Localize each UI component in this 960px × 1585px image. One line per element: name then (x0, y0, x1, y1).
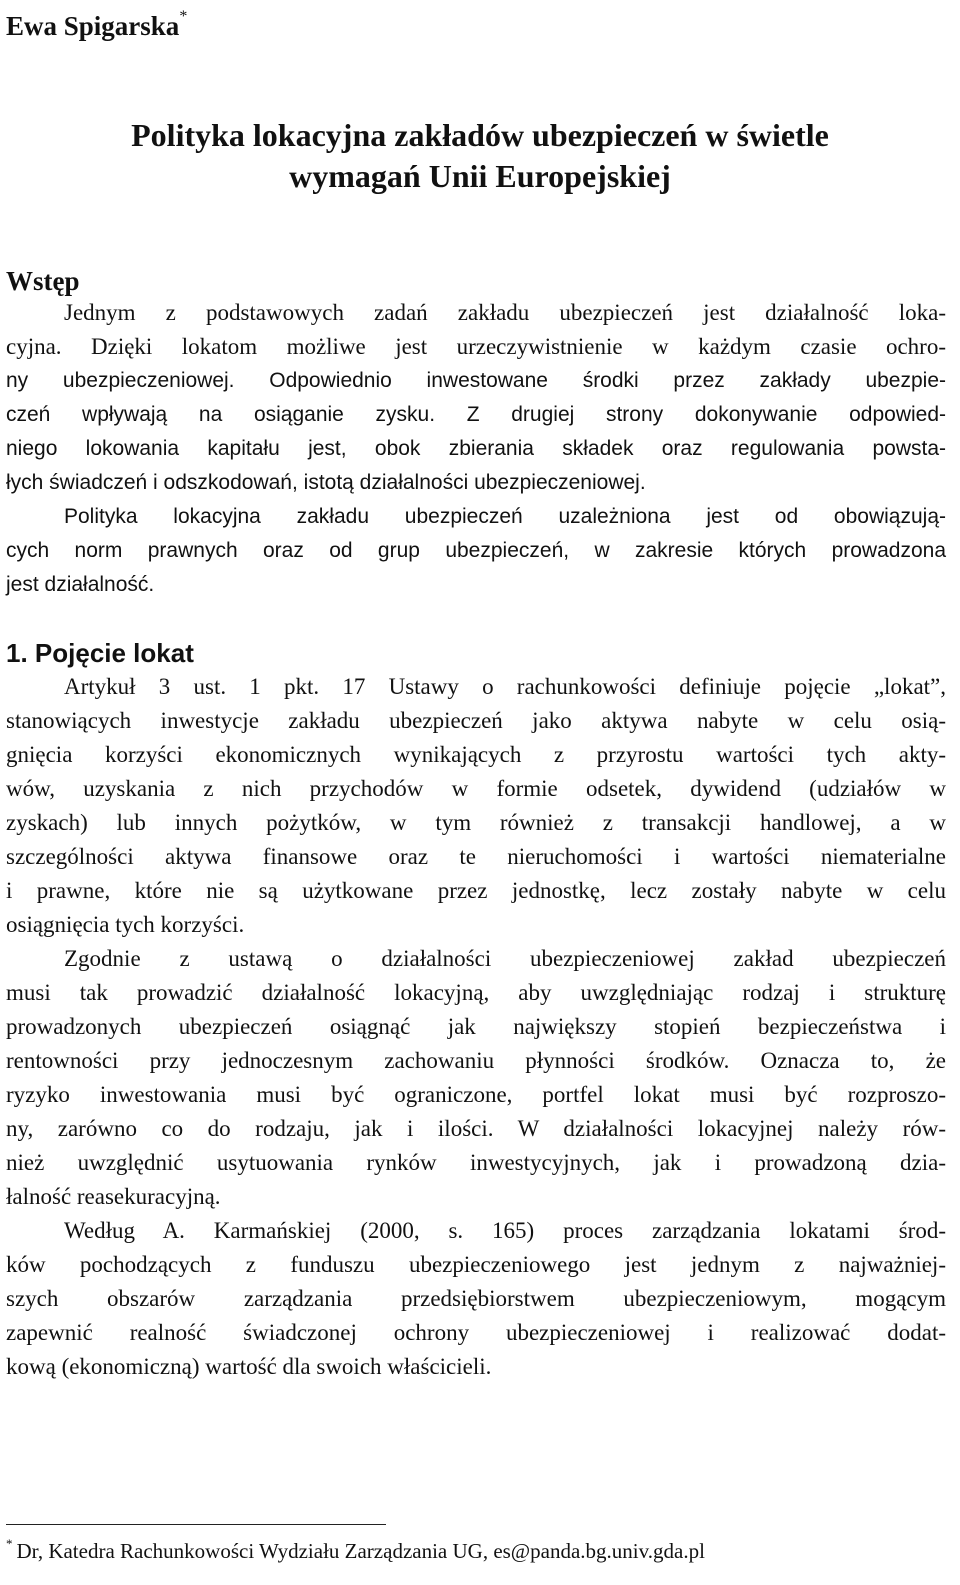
text-line: łych świadczeń i odszkodowań, istotą działalności ubezpieczeniowej. (6, 471, 646, 494)
text-line: Zgodnie z ustawą o działalności ubezpieczeniowej zakład ubezpieczeń (64, 946, 946, 971)
text-line: wów, uzyskania z nich przychodów w formie odsetek, dywidend (udziałów w (6, 776, 946, 801)
text-line: niego lokowania kapitału jest, obok zbierania składek oraz regulowania powsta- (6, 437, 946, 460)
text-line: ny ubezpieczeniowej. Odpowiednio inwestowane środki przez zakłady ubezpie- (6, 369, 946, 392)
text-line: kową (ekonomiczną) wartość dla swoich właścicieli. (6, 1354, 492, 1379)
text-line: szczególności aktywa finansowe oraz te nieruchomości i wartości niematerialne (6, 844, 946, 869)
text-line: zyskach) lub innych pożytków, w tym również z transakcji handlowej, a w (6, 810, 946, 835)
text-line: ków pochodzących z funduszu ubezpieczeniowego jest jednym z najważniej- (6, 1252, 946, 1277)
text-line: cych norm prawnych oraz od grup ubezpieczeń, w zakresie których prowadzona (6, 539, 946, 562)
text-line: osiągnięcia tych korzyści. (6, 912, 245, 937)
section-heading-1: 1. Pojęcie lokat (6, 638, 194, 668)
text-line: ny, zarówno co do rodzaju, jak i ilości. W działalności lokacyjnej należy rów- (6, 1116, 946, 1141)
text-line: szych obszarów zarządzania przedsiębiorstwem ubezpieczeniowym, mogącym (6, 1286, 946, 1311)
text-line: łalność reasekuracyjną. (6, 1184, 221, 1209)
text-line: prowadzonych ubezpieczeń osiągnąć jak największy stopień bezpieczeństwa i (6, 1014, 946, 1039)
author-name (6, 4, 187, 43)
author-footnote-mark: * (179, 8, 188, 25)
text-line: gnięcia korzyści ekonomicznych wynikających z przyrostu wartości tych akty- (6, 742, 946, 767)
text-line: jest działalność. (6, 573, 155, 596)
text-line: zapewnić realność świadczonej ochrony ubezpieczeniowej i realizować dodat- (6, 1320, 946, 1345)
text-line: musi tak prowadzić działalność lokacyjną, aby uwzględniając rodzaj i strukturę (6, 980, 946, 1005)
text-line: nież uwzględnić usytuowania rynków inwestycyjnych, jak i prowadzoną dzia- (6, 1150, 946, 1175)
footnote-text: Dr, Katedra Rachunkowości Wydziału Zarządzania UG, es@panda.bg.univ.gda.pl (16, 1539, 705, 1563)
text-line: Jednym z podstawowych zadań zakładu ubezpieczeń jest działalność loka- (64, 300, 946, 325)
paper-title-line-2: wymagań Unii Europejskiej (289, 158, 671, 194)
text-line: cyjna. Dzięki lokatom możliwe jest urzeczywistnienie w każdym czasie ochro- (6, 334, 946, 359)
text-line: czeń wpływają na osiąganie zysku. Z drugiej strony dokonywanie odpowied- (6, 403, 946, 426)
footnote-divider (6, 1524, 386, 1525)
intro-text-block (6, 296, 946, 602)
text-line: i prawne, które nie są użytkowane przez jednostkę, lecz zostały nabyte w celu (6, 878, 946, 903)
footnote (6, 1532, 705, 1565)
section-heading-intro: Wstęp (6, 266, 80, 296)
text-line: ryzyko inwestowania musi być ograniczone, portfel lokat musi być rozproszo- (6, 1082, 946, 1107)
text-line: stanowiących inwestycje zakładu ubezpieczeń jako aktywa nabyte w celu osią- (6, 708, 946, 733)
section-1-text-block (6, 670, 946, 1384)
paper-title-line-1: Polityka lokacyjna zakładów ubezpieczeń w świetle (131, 117, 829, 153)
author-name-text: Ewa Spigarska (6, 11, 180, 41)
text-line: Według A. Karmańskiej (2000, s. 165) proces zarządzania lokatami środ- (64, 1218, 946, 1243)
text-line: Polityka lokacyjna zakładu ubezpieczeń uzależniona jest od obowiązują- (64, 505, 946, 528)
paper-title (0, 115, 960, 197)
footnote-mark: * (6, 1536, 13, 1551)
text-line: Artykuł 3 ust. 1 pkt. 17 Ustawy o rachunkowości definiuje pojęcie „lokat”, (64, 674, 946, 699)
text-line: rentowności przy jednoczesnym zachowaniu płynności środków. Oznacza to, że (6, 1048, 946, 1073)
